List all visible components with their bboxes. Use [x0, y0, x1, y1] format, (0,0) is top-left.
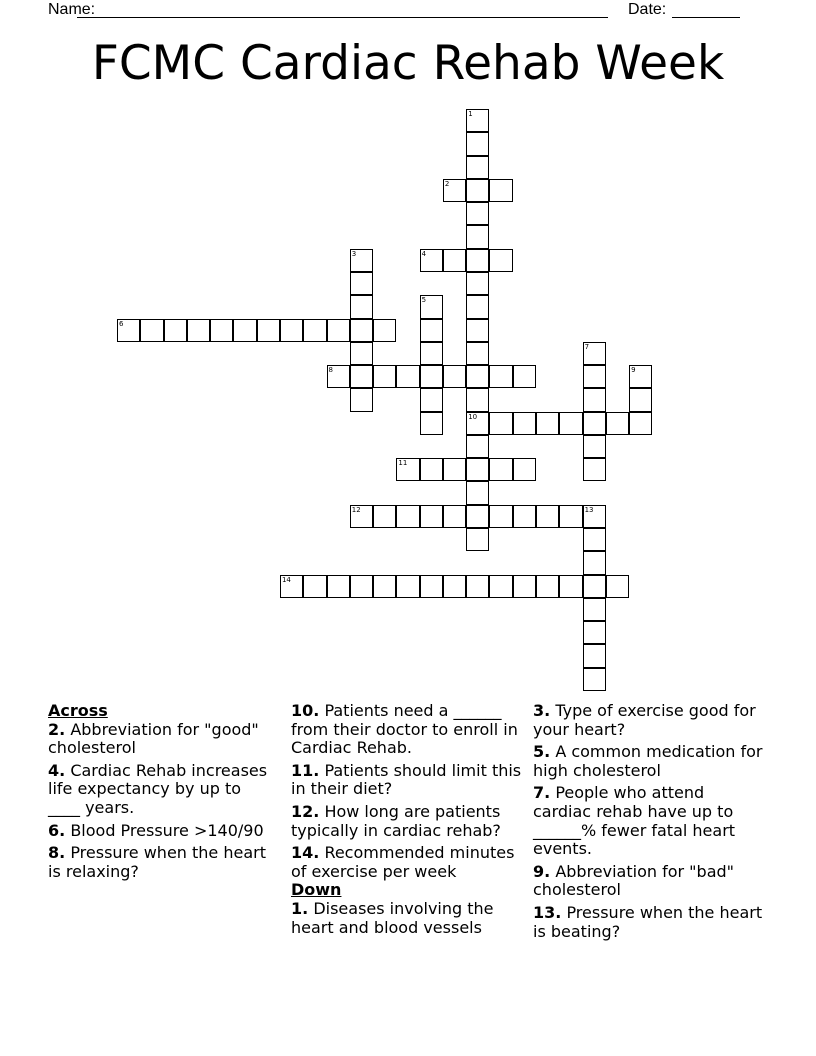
grid-cell[interactable] [420, 342, 443, 365]
cell-number: 9 [631, 366, 636, 375]
grid-cell[interactable] [489, 179, 512, 202]
clue-text: People who attend cardiac rehab have up to ______% fewer fatal heart events. [533, 783, 736, 859]
grid-cell[interactable] [466, 319, 489, 342]
grid-cell[interactable] [466, 412, 489, 435]
grid-cell[interactable] [583, 458, 606, 481]
grid-cell[interactable] [164, 319, 187, 342]
grid-cell[interactable] [466, 505, 489, 528]
grid-cell[interactable] [350, 365, 373, 388]
grid-cell[interactable] [443, 179, 466, 202]
grid-cell[interactable] [280, 575, 303, 598]
grid-cell[interactable] [536, 412, 559, 435]
grid-cell[interactable] [559, 412, 582, 435]
grid-cell[interactable] [583, 435, 606, 458]
clue-number: 2. [48, 719, 66, 739]
grid-cell[interactable] [420, 458, 443, 481]
grid-cell[interactable] [420, 365, 443, 388]
clue-text: Abbreviation for "good" cholesterol [48, 719, 259, 758]
clue-number: 12. [291, 801, 320, 821]
grid-cell[interactable] [489, 575, 512, 598]
grid-cell[interactable] [466, 435, 489, 458]
clue-text: Patients need a ______ from their doctor to enroll in Cardiac Rehab. [291, 701, 518, 758]
grid-cell[interactable] [513, 365, 536, 388]
cell-number: 6 [119, 319, 124, 328]
grid-cell[interactable] [583, 668, 606, 691]
grid-cell[interactable] [350, 505, 373, 528]
cell-number: 7 [584, 342, 590, 351]
grid-cell[interactable] [466, 132, 489, 155]
cell-number: 12 [351, 505, 361, 514]
cell-number: 10 [468, 412, 478, 421]
grid-cell[interactable] [466, 365, 489, 388]
grid-cell[interactable] [350, 319, 373, 342]
grid-cell[interactable] [583, 365, 606, 388]
grid-cell[interactable] [350, 575, 373, 598]
grid-cell[interactable] [373, 365, 396, 388]
grid-cell[interactable] [280, 319, 303, 342]
grid-cell[interactable] [583, 598, 606, 621]
clue-text: Blood Pressure >140/90 [70, 820, 264, 840]
clue-text: Recommended minutes of exercise per week [291, 843, 515, 881]
clue-across-14 [291, 844, 523, 881]
grid-cell[interactable] [466, 249, 489, 272]
grid-cell[interactable] [443, 575, 466, 598]
grid-cell[interactable] [583, 412, 606, 435]
grid-cell[interactable] [420, 388, 443, 411]
grid-cell[interactable] [583, 342, 606, 365]
clue-number: 14. [291, 843, 320, 863]
grid-cell[interactable] [373, 319, 396, 342]
grid-cell[interactable] [187, 319, 210, 342]
grid-cell[interactable] [466, 225, 489, 248]
grid-cell[interactable] [466, 575, 489, 598]
cell-number: 11 [398, 459, 408, 468]
grid-cell[interactable] [489, 505, 512, 528]
clue-column-1 [48, 702, 274, 885]
grid-cell[interactable] [606, 575, 629, 598]
grid-cell[interactable] [583, 388, 606, 411]
grid-cell[interactable] [327, 319, 350, 342]
grid-cell[interactable] [396, 365, 419, 388]
cell-number: 2 [444, 179, 450, 188]
grid-cell[interactable] [489, 249, 512, 272]
clue-across-6 [48, 822, 274, 841]
clue-across-4 [48, 762, 274, 818]
clue-across-2 [48, 721, 274, 758]
clue-number: 13. [533, 902, 562, 922]
grid-cell[interactable] [536, 575, 559, 598]
cell-number: 4 [421, 249, 427, 258]
page-title: FCMC Cardiac Rehab Week [91, 36, 725, 91]
grid-cell[interactable] [606, 412, 629, 435]
grid-cell[interactable] [513, 575, 536, 598]
clue-text: Pressure when the heart is relaxing? [48, 843, 266, 881]
grid-cell[interactable] [583, 505, 606, 528]
grid-cell[interactable] [513, 412, 536, 435]
clue-number: 5. [533, 742, 551, 762]
clue-text: Diseases involving the heart and blood vessels [291, 898, 494, 937]
grid-cell[interactable] [396, 575, 419, 598]
grid-cell[interactable] [466, 295, 489, 318]
clue-down-13 [533, 904, 765, 941]
grid-cell[interactable] [583, 621, 606, 644]
clue-number: 11. [291, 760, 320, 780]
grid-cell[interactable] [303, 319, 326, 342]
grid-cell[interactable] [373, 505, 396, 528]
grid-cell[interactable] [466, 342, 489, 365]
grid-cell[interactable] [373, 575, 396, 598]
clue-across-12 [291, 803, 523, 840]
down-heading: Down [291, 880, 342, 900]
grid-cell[interactable] [466, 109, 489, 132]
grid-cell[interactable] [489, 412, 512, 435]
grid-cell[interactable] [466, 272, 489, 295]
clue-number: 7. [533, 783, 551, 803]
clue-text: Abbreviation for "bad" cholesterol [533, 861, 735, 900]
grid-cell[interactable] [420, 295, 443, 318]
clue-number: 6. [48, 820, 66, 840]
across-heading: Across [48, 701, 108, 720]
clue-text: How long are patients typically in cardiac rehab? [291, 801, 501, 840]
grid-cell[interactable] [350, 249, 373, 272]
grid-cell[interactable] [536, 505, 559, 528]
grid-cell[interactable] [489, 458, 512, 481]
grid-cell[interactable] [583, 551, 606, 574]
grid-cell[interactable] [466, 156, 489, 179]
grid-cell[interactable] [420, 319, 443, 342]
grid-cell[interactable] [117, 319, 140, 342]
date-label: Date: [628, 1, 667, 18]
grid-cell[interactable] [257, 319, 280, 342]
clue-number: 10. [291, 701, 320, 720]
grid-cell[interactable] [466, 528, 489, 551]
grid-cell[interactable] [420, 575, 443, 598]
clue-down-1 [291, 900, 523, 937]
grid-cell[interactable] [396, 458, 419, 481]
grid-cell[interactable] [583, 575, 606, 598]
grid-cell[interactable] [443, 249, 466, 272]
grid-cell[interactable] [629, 365, 652, 388]
clue-across-10 [291, 702, 523, 758]
cell-number: 8 [328, 366, 333, 375]
clue-number: 4. [48, 760, 66, 780]
cell-number: 3 [351, 249, 357, 258]
grid-cell[interactable] [350, 295, 373, 318]
grid-cell[interactable] [583, 528, 606, 551]
clue-number: 3. [533, 701, 551, 720]
grid-cell[interactable] [466, 202, 489, 225]
clue-down-7 [533, 784, 765, 858]
grid-cell[interactable] [489, 365, 512, 388]
grid-cell[interactable] [443, 458, 466, 481]
grid-cell[interactable] [420, 249, 443, 272]
grid-cell[interactable] [396, 505, 419, 528]
grid-cell[interactable] [629, 412, 652, 435]
clue-number: 9. [533, 861, 551, 881]
cell-number: 14 [281, 575, 291, 584]
clue-number: 1. [291, 898, 309, 918]
grid-cell[interactable] [466, 458, 489, 481]
grid-cell[interactable] [420, 412, 443, 435]
grid-cell[interactable] [559, 575, 582, 598]
name-label: Name: [48, 1, 96, 18]
cell-number: 13 [584, 505, 594, 514]
grid-cell[interactable] [629, 388, 652, 411]
grid-cell[interactable] [210, 319, 233, 342]
clue-text: Pressure when the heart is beating? [533, 902, 763, 941]
grid-cell[interactable] [303, 575, 326, 598]
clue-down-9 [533, 863, 765, 900]
clue-number: 8. [48, 843, 66, 863]
grid-cell[interactable] [350, 388, 373, 411]
grid-cell[interactable] [327, 365, 350, 388]
clue-column-2 [291, 702, 523, 941]
grid-cell[interactable] [327, 575, 350, 598]
grid-cell[interactable] [350, 342, 373, 365]
grid-cell[interactable] [466, 388, 489, 411]
grid-cell[interactable] [233, 319, 256, 342]
grid-cell[interactable] [420, 505, 443, 528]
clue-down-3 [533, 702, 765, 739]
grid-cell[interactable] [466, 481, 489, 504]
grid-cell[interactable] [513, 505, 536, 528]
clue-column-3 [533, 702, 765, 945]
grid-cell[interactable] [583, 644, 606, 667]
grid-cell[interactable] [443, 505, 466, 528]
clue-across-8 [48, 844, 274, 881]
clue-text: Cardiac Rehab increases life expectancy by up to ____ years. [48, 760, 268, 817]
grid-cell[interactable] [140, 319, 163, 342]
cell-number: 1 [468, 110, 473, 118]
grid-cell[interactable] [350, 272, 373, 295]
grid-cell[interactable] [466, 179, 489, 202]
grid-cell[interactable] [443, 365, 466, 388]
clue-text: Patients should limit this in their diet? [291, 760, 522, 799]
clue-text: A common medication for high cholesterol [533, 742, 763, 780]
cell-number: 5 [421, 296, 427, 305]
grid-cell[interactable] [559, 505, 582, 528]
clue-down-5 [533, 743, 765, 780]
grid-cell[interactable] [513, 458, 536, 481]
clue-across-11 [291, 762, 523, 799]
clue-text: Type of exercise good for your heart? [533, 701, 756, 739]
